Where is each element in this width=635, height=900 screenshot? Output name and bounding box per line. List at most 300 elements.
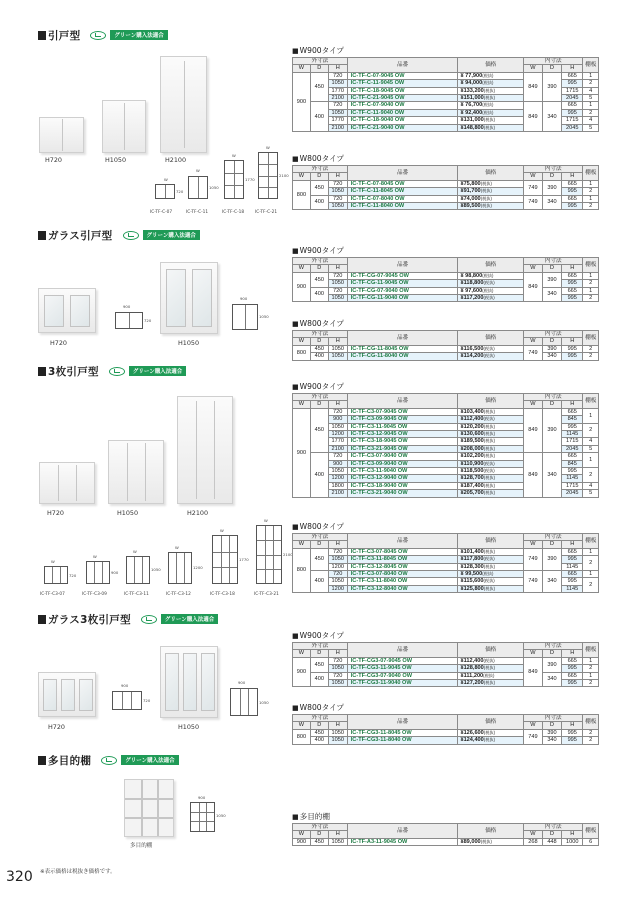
table-header: 外寸法 bbox=[293, 643, 348, 650]
table-header: 品番 bbox=[347, 715, 458, 730]
shelf-count-cell: 2 bbox=[583, 353, 599, 360]
spec-table bbox=[292, 57, 599, 132]
outer-h-cell: 720 bbox=[328, 195, 347, 202]
inner-h-cell: 1715 bbox=[562, 117, 583, 124]
cabinet-photo-h2100 bbox=[160, 56, 207, 153]
model-label: IC-TF-C-07 bbox=[150, 210, 173, 215]
table-subtitle: ■ W800タイプ bbox=[292, 702, 344, 713]
cabinet-photo-h1050 bbox=[108, 440, 164, 504]
price-value: ¥ 98,800 bbox=[460, 272, 483, 279]
table-header: 内寸法 bbox=[523, 715, 583, 722]
item-code-cell: IC-TF-C-11-8045 OW bbox=[347, 188, 458, 195]
item-code-cell: IC-TF-C3-18-9040 OW bbox=[347, 482, 458, 489]
tax-note: (税抜) bbox=[482, 102, 494, 108]
shelf-count-cell: 5 bbox=[583, 124, 599, 131]
tax-note: (税抜) bbox=[483, 423, 495, 429]
tax-note: (税抜) bbox=[482, 72, 494, 78]
glass-cabinet-photo-h1050 bbox=[160, 646, 218, 718]
inner-w-cell: 749 bbox=[523, 345, 542, 360]
outer-d-cell: 450 bbox=[310, 408, 328, 452]
shelf-count-cell: 2 bbox=[583, 280, 599, 287]
inner-d-cell: 390 bbox=[542, 272, 561, 287]
section-marker bbox=[38, 231, 46, 240]
item-code-cell: IC-TF-C3-12-8040 OW bbox=[347, 585, 458, 592]
section-marker bbox=[38, 756, 46, 765]
tax-note: (税抜) bbox=[483, 280, 495, 286]
green-purchase-icon bbox=[109, 367, 125, 376]
shelf-count-cell: 2 bbox=[583, 680, 599, 687]
outer-h-cell: 1050 bbox=[328, 203, 347, 210]
spec-table bbox=[292, 257, 599, 302]
inner-h-cell: 1715 bbox=[562, 438, 583, 445]
table-header: 内寸法 bbox=[523, 258, 583, 265]
line-drawing-cg3-11 bbox=[230, 688, 258, 716]
inner-d-cell: 340 bbox=[542, 453, 561, 497]
inner-h-cell: 995 bbox=[562, 468, 583, 475]
tax-note: (税抜) bbox=[483, 482, 495, 488]
inner-d-cell: 390 bbox=[542, 345, 561, 352]
price-cell bbox=[458, 563, 523, 570]
item-code-cell: IC-TF-A3-11-9045 OW bbox=[347, 838, 458, 845]
outer-h-cell: 1770 bbox=[328, 87, 347, 94]
inner-h-cell: 995 bbox=[562, 188, 583, 195]
outer-h-cell: 1050 bbox=[328, 423, 347, 430]
dimension-label: 2100 bbox=[279, 173, 289, 178]
green-badge: グリーン購入法適合 bbox=[129, 366, 186, 376]
outer-h-cell: 1200 bbox=[328, 585, 347, 592]
section-title: 3枚引戸型 bbox=[48, 365, 99, 378]
shelf-count-cell: 2 bbox=[583, 203, 599, 210]
tax-note: (税抜) bbox=[483, 563, 495, 569]
model-label: IC-TF-C3-11 bbox=[124, 592, 149, 597]
item-code-cell: IC-TF-C3-12-8045 OW bbox=[347, 563, 458, 570]
price-cell bbox=[458, 729, 523, 736]
price-value: ¥110,900 bbox=[460, 460, 484, 467]
shelf-count-cell: 2 bbox=[583, 556, 599, 571]
item-code-cell: IC-TF-C-21-9045 OW bbox=[347, 95, 458, 102]
outer-h-cell: 1050 bbox=[328, 556, 347, 563]
table-row bbox=[293, 729, 599, 736]
spec-table bbox=[292, 330, 599, 361]
table-header: H bbox=[328, 401, 347, 408]
shelf-count-cell: 4 bbox=[583, 438, 599, 445]
inner-w-cell: 849 bbox=[523, 453, 542, 497]
price-value: ¥128,700 bbox=[460, 475, 484, 482]
inner-h-cell: 665 bbox=[562, 548, 583, 555]
tax-note: (税抜) bbox=[483, 585, 495, 591]
inner-h-cell: 665 bbox=[562, 657, 583, 664]
inner-d-cell: 390 bbox=[542, 408, 561, 452]
outer-h-cell: 1050 bbox=[328, 80, 347, 87]
shelf-count-cell: 1 bbox=[583, 548, 599, 555]
shelf-count-cell: 1 bbox=[583, 672, 599, 679]
spec-table bbox=[292, 165, 599, 210]
section-header-3-panel-sliding-door bbox=[38, 363, 186, 379]
photo-label: H1050 bbox=[105, 156, 127, 164]
inner-h-cell: 665 bbox=[562, 102, 583, 109]
dimension-label: W bbox=[133, 549, 137, 554]
item-code-cell: IC-TF-C3-12-9045 OW bbox=[347, 431, 458, 438]
table-header: 内寸法 bbox=[523, 394, 583, 401]
glass-cabinet-photo-h720 bbox=[38, 672, 96, 717]
tax-note: (税抜) bbox=[483, 408, 495, 414]
outer-w-cell: 900 bbox=[293, 408, 311, 497]
shelf-count-cell: 1 bbox=[583, 180, 599, 187]
table-header: W bbox=[523, 401, 542, 408]
item-code-cell: IC-TF-C3-07-9040 OW bbox=[347, 453, 458, 460]
shelf-count-cell: 4 bbox=[583, 482, 599, 489]
dimension-label: W bbox=[264, 518, 268, 523]
inner-h-cell: 845 bbox=[562, 416, 583, 423]
table-row bbox=[293, 548, 599, 555]
inner-h-cell: 2045 bbox=[562, 95, 583, 102]
table-header: D bbox=[542, 831, 561, 838]
photo-label: 多目的棚 bbox=[130, 843, 153, 849]
table-header: H bbox=[328, 338, 347, 345]
table-header: D bbox=[542, 541, 561, 548]
item-code-cell: IC-TF-CG3-11-9040 OW bbox=[347, 680, 458, 687]
tax-note: (税抜) bbox=[482, 80, 494, 86]
outer-h-cell: 1200 bbox=[328, 431, 347, 438]
tax-note: (税抜) bbox=[483, 672, 495, 678]
table-header: H bbox=[562, 338, 583, 345]
table-row bbox=[293, 657, 599, 664]
price-cell bbox=[458, 353, 523, 360]
table-header: 内寸法 bbox=[523, 331, 583, 338]
price-value: ¥208,000 bbox=[460, 445, 484, 452]
inner-d-cell: 340 bbox=[542, 353, 561, 360]
table-header: 価格 bbox=[458, 824, 523, 839]
photo-label: H720 bbox=[48, 723, 66, 731]
table-header: H bbox=[328, 265, 347, 272]
outer-h-cell: 1050 bbox=[328, 737, 347, 744]
green-purchase-icon bbox=[141, 615, 157, 624]
dimension-label: W bbox=[266, 145, 270, 150]
tax-note: (税抜) bbox=[483, 445, 495, 451]
inner-w-cell: 749 bbox=[523, 548, 542, 570]
item-code-cell: IC-TF-C-18-9040 OW bbox=[347, 117, 458, 124]
cabinet-photo-h720 bbox=[39, 117, 84, 153]
inner-h-cell: 665 bbox=[562, 72, 583, 79]
price-cell bbox=[458, 585, 523, 592]
price-cell bbox=[458, 109, 523, 116]
line-drawing-c3-11 bbox=[126, 556, 150, 584]
inner-h-cell: 665 bbox=[562, 571, 583, 578]
inner-h-cell: 665 bbox=[562, 453, 583, 460]
tax-note: (税抜) bbox=[483, 578, 495, 584]
table-header: H bbox=[562, 265, 583, 272]
table-header: D bbox=[310, 338, 328, 345]
shelf-count-cell: 4 bbox=[583, 87, 599, 94]
table-header: W bbox=[523, 541, 542, 548]
cabinet-photo-h2100 bbox=[177, 396, 233, 504]
outer-d-cell: 450 bbox=[310, 180, 328, 195]
table-subtitle: ■ 多目的棚 bbox=[292, 811, 330, 822]
table-header: 外寸法 bbox=[293, 715, 348, 722]
spec-table bbox=[292, 393, 599, 498]
price-value: ¥ 94,000 bbox=[460, 80, 483, 87]
table-row bbox=[293, 453, 599, 460]
price-value: ¥114,200 bbox=[460, 353, 484, 360]
item-code-cell: IC-TF-C3-11-9040 OW bbox=[347, 468, 458, 475]
table-header: D bbox=[310, 831, 328, 838]
glass-cabinet-photo-h1050 bbox=[160, 262, 218, 334]
inner-w-cell: 849 bbox=[523, 72, 542, 102]
dimension-label: 2100 bbox=[283, 552, 293, 557]
item-code-cell: IC-TF-C3-11-8045 OW bbox=[347, 556, 458, 563]
outer-w-cell: 900 bbox=[293, 72, 311, 131]
price-cell bbox=[458, 665, 523, 672]
inner-h-cell: 845 bbox=[562, 460, 583, 467]
item-code-cell: IC-TF-CG-11-8045 OW bbox=[347, 345, 458, 352]
inner-h-cell: 665 bbox=[562, 195, 583, 202]
table-header: 品番 bbox=[347, 824, 458, 839]
inner-h-cell: 995 bbox=[562, 423, 583, 430]
table-header: 外寸法 bbox=[293, 58, 348, 65]
price-cell bbox=[458, 423, 523, 430]
table-header: 品番 bbox=[347, 394, 458, 409]
table-header: 外寸法 bbox=[293, 394, 348, 401]
section-header-sliding-door bbox=[38, 27, 168, 43]
table-header: D bbox=[310, 722, 328, 729]
outer-h-cell: 1050 bbox=[328, 680, 347, 687]
outer-d-cell: 400 bbox=[310, 195, 328, 210]
outer-d-cell: 450 bbox=[310, 72, 328, 102]
item-code-cell: IC-TF-C3-11-8040 OW bbox=[347, 578, 458, 585]
outer-d-cell: 450 bbox=[310, 657, 328, 672]
dimension-label: W bbox=[220, 528, 224, 533]
item-code-cell: IC-TF-C3-07-9045 OW bbox=[347, 408, 458, 415]
table-header: W bbox=[523, 831, 542, 838]
tax-note: (税抜) bbox=[483, 657, 495, 663]
inner-h-cell: 995 bbox=[562, 295, 583, 302]
outer-h-cell: 720 bbox=[328, 571, 347, 578]
outer-h-cell: 720 bbox=[328, 272, 347, 279]
price-cell bbox=[458, 460, 523, 467]
inner-h-cell: 2045 bbox=[562, 490, 583, 497]
green-badge: グリーン購入法適合 bbox=[143, 230, 200, 240]
table-header: D bbox=[542, 338, 561, 345]
table-header: 内寸法 bbox=[523, 166, 583, 173]
shelf-count-cell: 2 bbox=[583, 188, 599, 195]
table-header: H bbox=[328, 173, 347, 180]
item-code-cell: IC-TF-C-18-9045 OW bbox=[347, 87, 458, 94]
price-value: ¥ 92,400 bbox=[460, 109, 483, 116]
photo-label: H1050 bbox=[117, 509, 139, 517]
dimension-label: 720 bbox=[69, 573, 77, 578]
table-subtitle: ■ W900タイプ bbox=[292, 45, 344, 56]
tax-note: (税抜) bbox=[480, 203, 492, 209]
item-code-cell: IC-TF-C-07-9040 OW bbox=[347, 102, 458, 109]
tax-note: (税抜) bbox=[483, 345, 495, 351]
table-header: W bbox=[523, 265, 542, 272]
tax-note: (税抜) bbox=[480, 195, 492, 201]
line-drawing-c11 bbox=[188, 176, 208, 199]
inner-w-cell: 849 bbox=[523, 272, 542, 302]
table-subtitle: ■ W900タイプ bbox=[292, 381, 344, 392]
model-label: IC-TF-C-18 bbox=[222, 210, 245, 215]
tax-note: (税抜) bbox=[483, 737, 495, 743]
item-code-cell: IC-TF-C3-12-9040 OW bbox=[347, 475, 458, 482]
outer-d-cell: 450 bbox=[310, 838, 328, 845]
outer-h-cell: 2100 bbox=[328, 490, 347, 497]
outer-h-cell: 1050 bbox=[328, 729, 347, 736]
table-header: 品番 bbox=[347, 258, 458, 273]
item-code-cell: IC-TF-C3-07-8045 OW bbox=[347, 548, 458, 555]
model-label: IC-TF-C3-12 bbox=[166, 592, 191, 597]
table-header: 品番 bbox=[347, 58, 458, 73]
price-cell bbox=[458, 438, 523, 445]
photo-label: H720 bbox=[45, 156, 63, 164]
item-code-cell: IC-TF-C3-11-9045 OW bbox=[347, 423, 458, 430]
table-header: W bbox=[523, 650, 542, 657]
outer-h-cell: 720 bbox=[328, 548, 347, 555]
tax-footnote: ※表示価格は税抜き価格です。 bbox=[40, 869, 116, 875]
shelf-count-cell: 5 bbox=[583, 490, 599, 497]
tax-note: (税抜) bbox=[480, 838, 492, 844]
green-purchase-icon bbox=[101, 756, 117, 765]
table-header: D bbox=[310, 65, 328, 72]
photo-label: H720 bbox=[47, 509, 65, 517]
price-value: ¥127,200 bbox=[460, 680, 484, 687]
price-value: ¥128,300 bbox=[460, 563, 484, 570]
outer-h-cell: 1770 bbox=[328, 117, 347, 124]
table-header: D bbox=[542, 650, 561, 657]
item-code-cell: IC-TF-CG3-11-9045 OW bbox=[347, 665, 458, 672]
table-header: H bbox=[562, 173, 583, 180]
outer-h-cell: 720 bbox=[328, 453, 347, 460]
table-subtitle: ■ W900タイプ bbox=[292, 630, 344, 641]
price-cell bbox=[458, 295, 523, 302]
tax-note: (税抜) bbox=[483, 124, 495, 130]
price-cell bbox=[458, 416, 523, 423]
spec-table bbox=[292, 823, 599, 846]
line-drawing-cg3-07 bbox=[112, 691, 142, 710]
table-subtitle: ■ W800タイプ bbox=[292, 521, 344, 532]
model-label: IC-TF-C3-21 bbox=[254, 592, 279, 597]
price-value: ¥205,700 bbox=[460, 490, 484, 497]
price-cell bbox=[458, 657, 523, 664]
table-header: H bbox=[562, 831, 583, 838]
tax-note: (税抜) bbox=[482, 272, 494, 278]
table-row bbox=[293, 345, 599, 352]
dimension-label: 720 bbox=[143, 698, 151, 703]
outer-h-cell: 1050 bbox=[328, 345, 347, 352]
dimension-label: 1200 bbox=[193, 565, 203, 570]
shelf-count-cell: 2 bbox=[583, 109, 599, 116]
price-value: ¥151,000 bbox=[460, 95, 484, 102]
table-header: 外寸法 bbox=[293, 258, 348, 265]
table-header: W bbox=[293, 265, 311, 272]
dimension-label: 900 bbox=[111, 570, 119, 575]
line-drawing-c3-07 bbox=[44, 566, 68, 584]
table-header: H bbox=[562, 650, 583, 657]
inner-d-cell: 390 bbox=[542, 72, 561, 102]
shelf-count-cell: 2 bbox=[583, 729, 599, 736]
shelf-count-cell: 4 bbox=[583, 117, 599, 124]
table-header: W bbox=[523, 173, 542, 180]
inner-h-cell: 665 bbox=[562, 672, 583, 679]
table-header: D bbox=[542, 65, 561, 72]
price-value: ¥ 76,700 bbox=[460, 102, 483, 109]
inner-d-cell: 340 bbox=[542, 102, 561, 132]
tax-note: (税抜) bbox=[483, 117, 495, 123]
price-cell bbox=[458, 445, 523, 452]
section-title: 引戸型 bbox=[48, 29, 81, 42]
dimension-label: 1050 bbox=[216, 813, 226, 818]
outer-d-cell: 400 bbox=[310, 672, 328, 687]
price-cell bbox=[458, 475, 523, 482]
model-label: IC-TF-C-21 bbox=[255, 210, 278, 215]
price-value: ¥131,000 bbox=[460, 117, 484, 124]
model-label: IC-TF-C3-07 bbox=[40, 592, 65, 597]
price-cell bbox=[458, 453, 523, 460]
outer-h-cell: 2100 bbox=[328, 445, 347, 452]
tax-note: (税抜) bbox=[483, 680, 495, 686]
shelf-count-cell: 1 bbox=[583, 272, 599, 279]
inner-h-cell: 995 bbox=[562, 109, 583, 116]
price-cell bbox=[458, 72, 523, 79]
outer-h-cell: 720 bbox=[328, 657, 347, 664]
table-header: D bbox=[542, 173, 561, 180]
price-value: ¥118,800 bbox=[460, 280, 484, 287]
table-header: H bbox=[328, 722, 347, 729]
table-header: 価格 bbox=[458, 534, 523, 549]
inner-w-cell: 749 bbox=[523, 180, 542, 195]
item-code-cell: IC-TF-C3-07-8040 OW bbox=[347, 571, 458, 578]
inner-d-cell: 340 bbox=[542, 672, 561, 687]
table-header: 価格 bbox=[458, 331, 523, 346]
line-drawing-c3-12 bbox=[168, 552, 192, 584]
tax-note: (税抜) bbox=[483, 353, 495, 359]
dimension-label: 900 bbox=[198, 795, 206, 800]
shelf-count-cell: 1 bbox=[583, 657, 599, 664]
dimension-label: 1050 bbox=[151, 567, 161, 572]
price-cell bbox=[458, 838, 523, 845]
price-value: ¥117,200 bbox=[460, 295, 484, 302]
tax-note: (税抜) bbox=[483, 431, 495, 437]
table-row bbox=[293, 272, 599, 279]
table-row bbox=[293, 195, 599, 202]
shelf-count-cell: 2 bbox=[583, 423, 599, 438]
inner-w-cell: 849 bbox=[523, 657, 542, 687]
table-header: D bbox=[542, 265, 561, 272]
price-cell bbox=[458, 468, 523, 475]
price-cell bbox=[458, 272, 523, 279]
price-cell bbox=[458, 431, 523, 438]
shelf-count-cell: 2 bbox=[583, 665, 599, 672]
inner-d-cell: 448 bbox=[542, 838, 561, 845]
table-header: H bbox=[562, 722, 583, 729]
price-cell bbox=[458, 556, 523, 563]
price-value: ¥101,400 bbox=[460, 548, 484, 555]
inner-h-cell: 665 bbox=[562, 272, 583, 279]
dimension-label: 1770 bbox=[239, 557, 249, 562]
item-code-cell: IC-TF-C-11-9045 OW bbox=[347, 80, 458, 87]
dimension-label: 1050 bbox=[259, 700, 269, 705]
table-header: H bbox=[562, 65, 583, 72]
price-value: ¥120,200 bbox=[460, 423, 484, 430]
table-header: W bbox=[293, 338, 311, 345]
line-drawing-c3-21 bbox=[256, 525, 282, 584]
shelf-count-cell: 6 bbox=[583, 838, 599, 845]
inner-h-cell: 665 bbox=[562, 408, 583, 415]
outer-h-cell: 720 bbox=[328, 180, 347, 187]
table-header: D bbox=[310, 541, 328, 548]
dimension-label: 900 bbox=[240, 296, 248, 301]
price-value: ¥112,400 bbox=[460, 416, 484, 423]
price-cell bbox=[458, 117, 523, 124]
